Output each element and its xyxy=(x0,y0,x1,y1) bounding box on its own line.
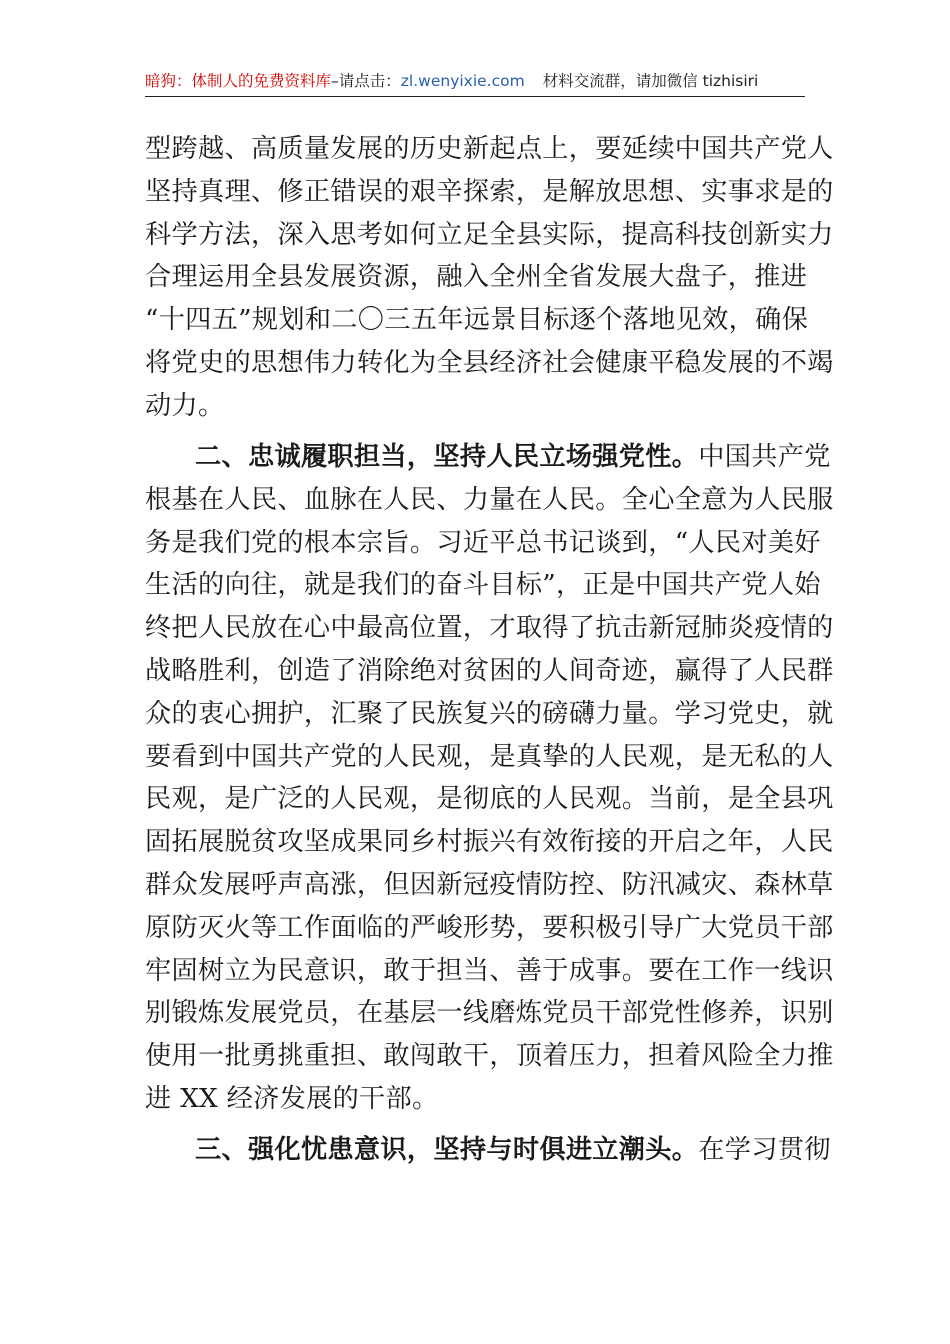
text-line: 根基在人民、血脉在人民、力量在人民。全心全意为人民服 xyxy=(145,484,834,515)
text-line: 群众发展呼声高涨，但因新冠疫情防控、防汛减灾、森林草 xyxy=(145,869,834,900)
text-line: 固拓展脱贫攻坚成果同乡村振兴有效衔接的开启之年，人民 xyxy=(145,827,834,858)
text-line: 要看到中国共产党的人民观，是真挚的人民观，是无私的人 xyxy=(145,741,834,772)
header-brand: 暗狗：体制人的免费资料库 xyxy=(145,72,332,90)
text-line: 将党史的思想伟力转化为全县经济社会健康平稳发展的不竭 xyxy=(145,347,834,378)
header-click-prefix: –请点击： xyxy=(331,72,401,90)
text-line: 原防灭火等工作面临的严峻形势，要积极引导广大党员干部 xyxy=(145,912,834,943)
paragraph-1 xyxy=(145,128,834,428)
text-line: 使用一批勇挑重担、敢闯敢干，顶着压力，担着风险全力推 xyxy=(145,1041,834,1072)
text-line: 别锻炼发展党员，在基层一线磨炼党员干部党性修养，识别 xyxy=(145,998,834,1029)
text-line: 进 XX 经济发展的干部。 xyxy=(145,1083,439,1114)
text-line: 坚持真理、修正错误的艰辛探索，是解放思想、实事求是的 xyxy=(145,176,834,207)
paragraph-2 xyxy=(145,436,834,1121)
paragraph-3 xyxy=(145,1129,831,1172)
text-line: 众的衷心拥护，汇聚了民族复兴的磅礴力量。学习党史，就 xyxy=(145,698,834,729)
text-line: 科学方法，深入思考如何立足全县实际，提高科技创新实力 xyxy=(145,219,834,250)
text-line: “十四五”规划和二〇三五年远景目标逐个落地见效，确保 xyxy=(145,305,809,336)
header-wechat-note: 材料交流群，请加微信 tizhisiri xyxy=(542,72,759,90)
text-run: 中国共产党 xyxy=(698,441,831,472)
document-body xyxy=(145,128,834,1172)
text-line: 民观，是广泛的人民观，是彻底的人民观。当前，是全县巩 xyxy=(145,784,834,815)
page-header xyxy=(145,66,805,97)
paragraph-3-first-line xyxy=(145,1129,831,1172)
text-line: 务是我们党的根本宗旨。习近平总书记谈到，“人民对美好 xyxy=(145,527,821,558)
text-line: 牢固树立为民意识，敢于担当、善于成事。要在工作一线识 xyxy=(145,955,834,986)
text-line: 型跨越、高质量发展的历史新起点上，要延续中国共产党人 xyxy=(145,134,834,164)
text-line: 终把人民放在心中最高位置，才取得了抗击新冠肺炎疫情的 xyxy=(145,613,834,644)
text-line: 生活的向往，就是我们的奋斗目标”，正是中国共产党人始 xyxy=(145,570,821,601)
section-heading-3: 三、强化忧患意识，坚持与时俱进立潮头。 xyxy=(195,1134,699,1166)
paragraph-2-first-line xyxy=(145,436,831,479)
text-line: 动力。 xyxy=(145,390,225,421)
section-heading-2: 二、忠诚履职担当，坚持人民立场强党性。 xyxy=(195,440,699,472)
text-line: 合理运用全县发展资源，融入全州全省发展大盘子，推进 xyxy=(145,262,808,293)
text-line: 战略胜利，创造了消除绝对贫困的人间奇迹，赢得了人民群 xyxy=(145,655,834,686)
text-run: 在学习贯彻 xyxy=(698,1135,831,1166)
header-url-link[interactable]: zl.wenyixie.com xyxy=(400,72,525,90)
